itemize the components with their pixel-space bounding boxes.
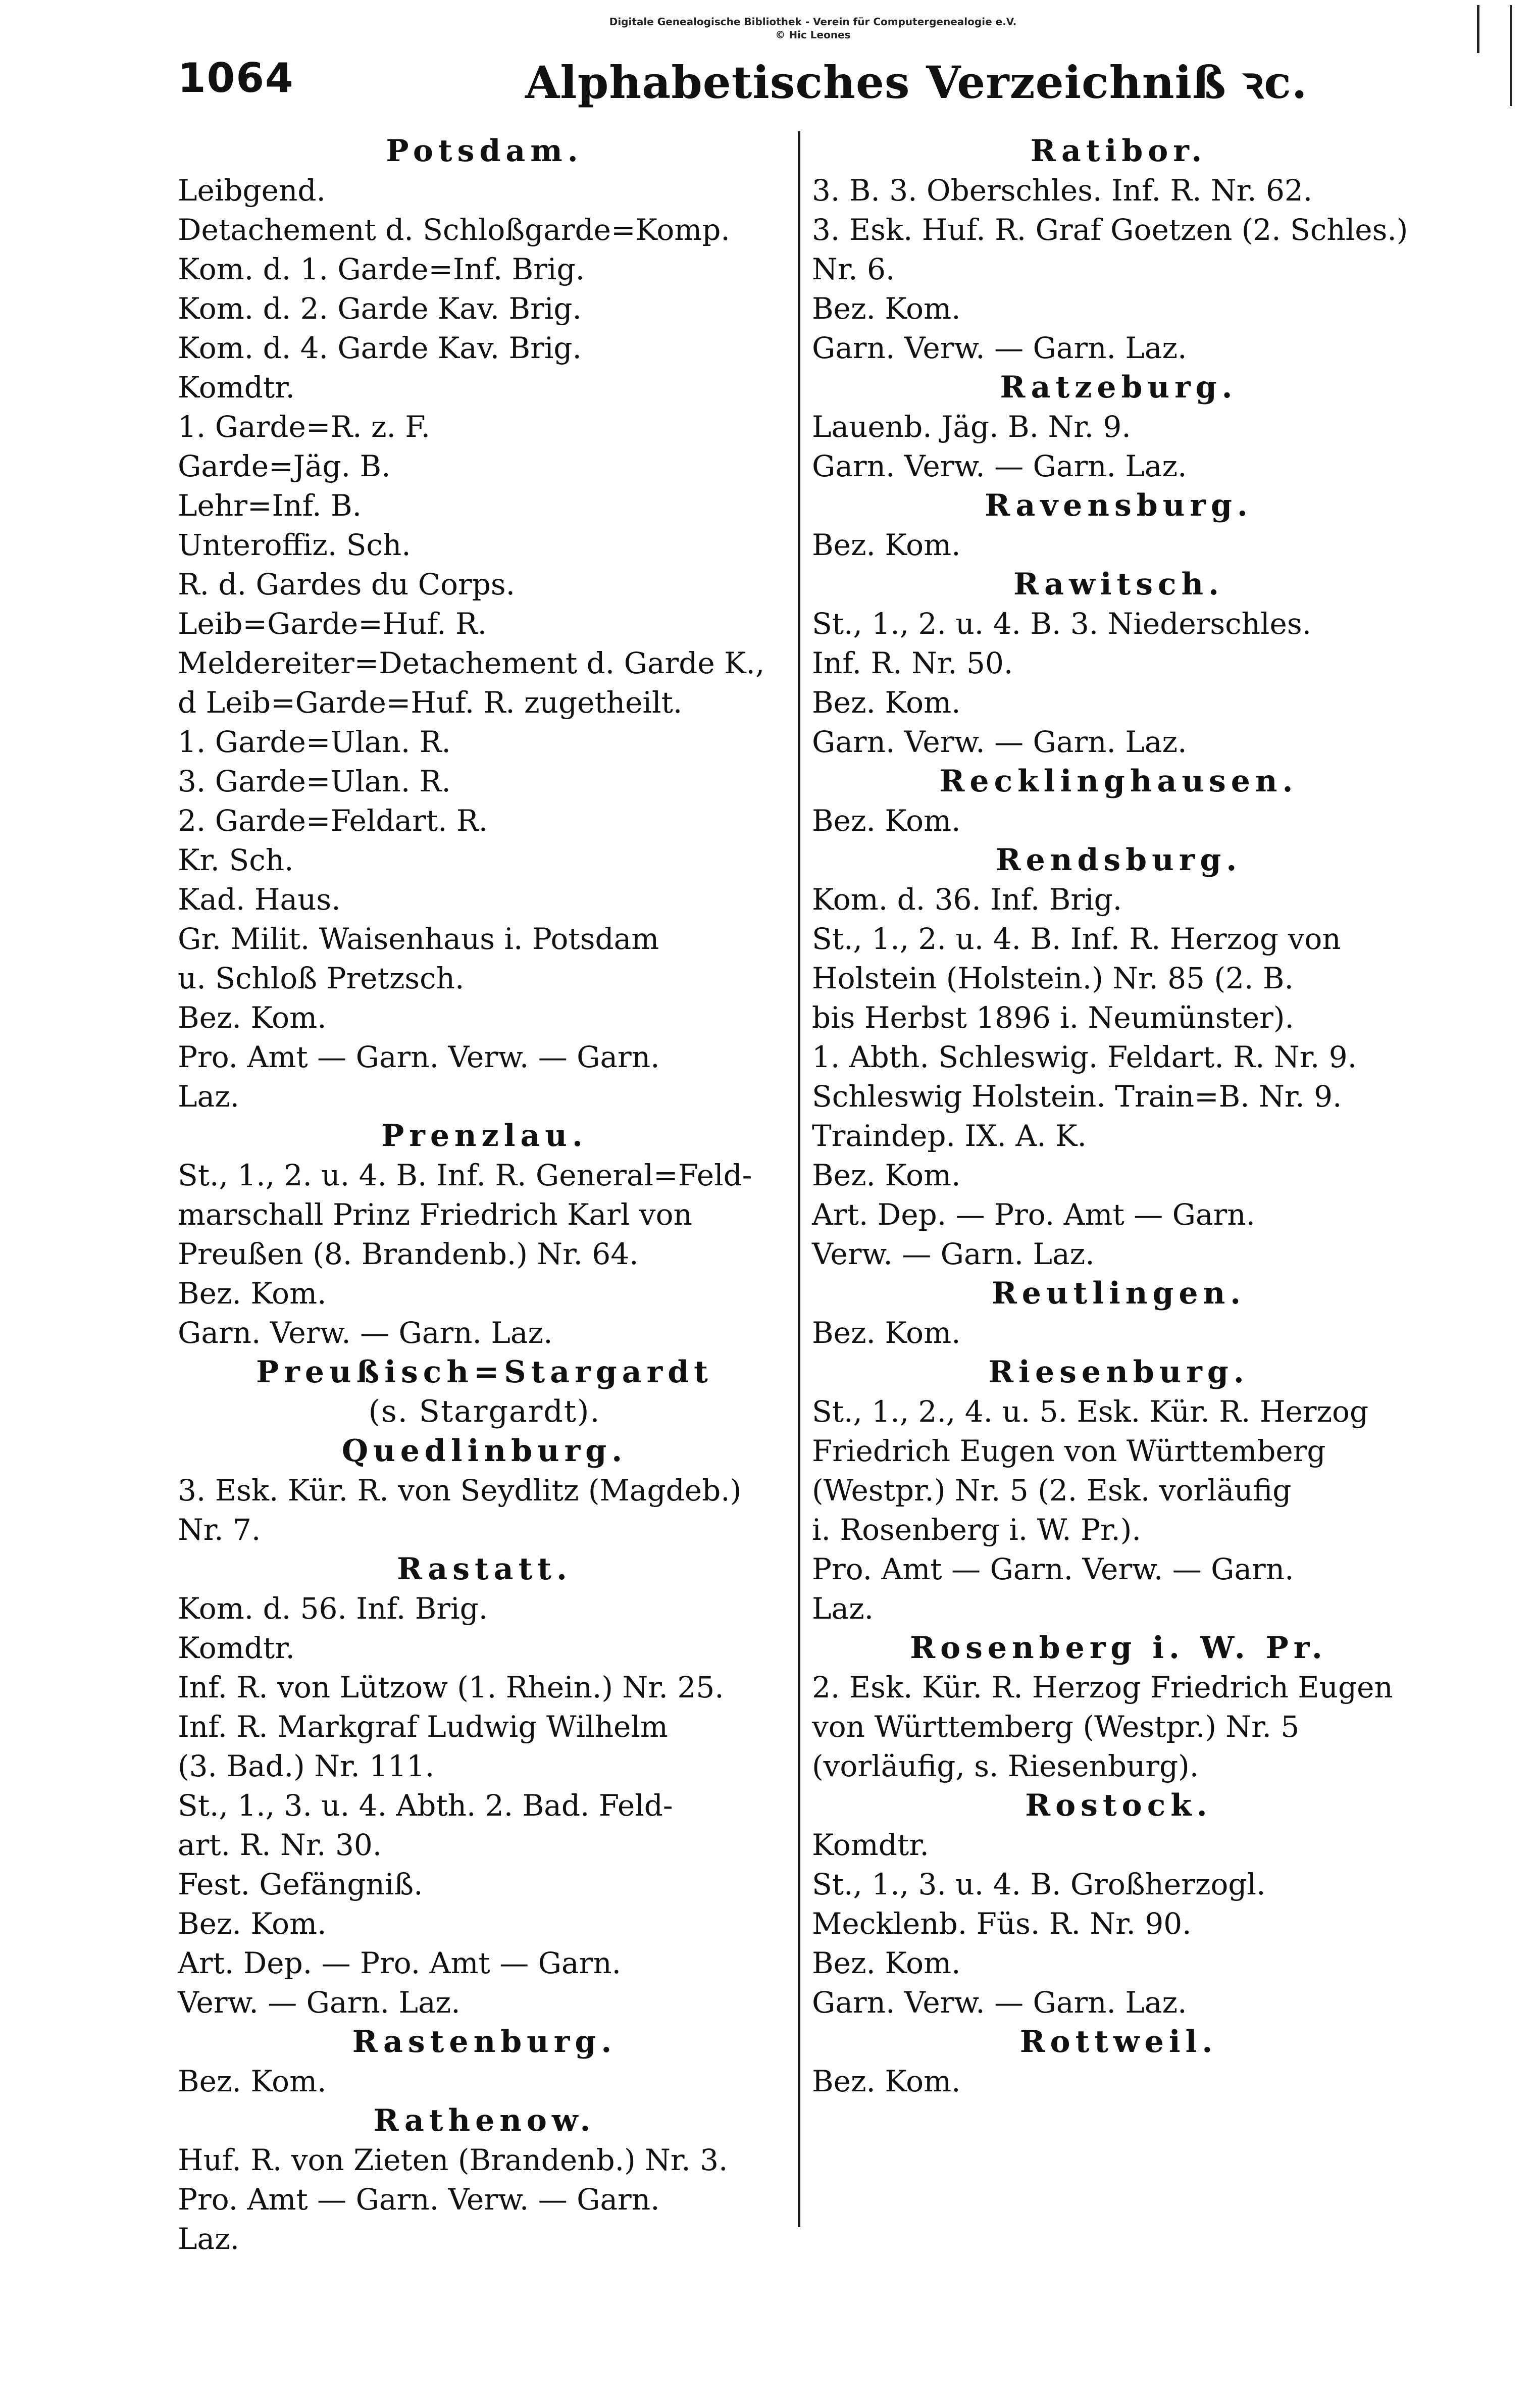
entry-line: Friedrich Eugen von Württemberg: [812, 1434, 1326, 1468]
directory-entry: [812, 289, 1425, 328]
entry-line: marschall Prinz Friedrich Karl von: [178, 1197, 692, 1232]
section-recklinghausen: [812, 762, 1425, 840]
entry-line: Bez. Kom.: [812, 804, 961, 838]
directory-entry: [178, 1904, 791, 1943]
scan-edge-mark: [1477, 5, 1479, 53]
entry-line: Detachement d. Schloßgarde=Komp.: [178, 213, 730, 247]
entry-line: Bez. Kom.: [178, 2064, 327, 2098]
section-title: Rastenburg.: [352, 2024, 617, 2060]
section-title: Ravensburg.: [985, 488, 1253, 523]
entry-line: u. Schloß Pretzsch.: [178, 961, 465, 995]
directory-entry: [812, 1865, 1425, 1943]
directory-entry: [178, 328, 791, 368]
directory-entry: [178, 722, 791, 762]
directory-entry: [178, 1156, 791, 1274]
entry-line: St., 1., 2. u. 4. B. Inf. R. Herzog von: [812, 922, 1341, 956]
directory-entry: [178, 368, 791, 407]
directory-entry: [812, 1943, 1425, 1983]
section-rosenberg-i-w-pr: [812, 1628, 1425, 1786]
entry-line: Bez. Kom.: [812, 2064, 961, 2098]
entry-line: Garn. Verw. — Garn. Laz.: [812, 1985, 1187, 2020]
directory-entry: [178, 840, 791, 880]
entry-line: (Westpr.) Nr. 5 (2. Esk. vorläufig: [812, 1473, 1292, 1508]
directory-entry: [178, 643, 791, 722]
section-rottweil: [812, 2022, 1425, 2101]
section-potsdam: [178, 131, 791, 1116]
entry-line: Leibgend.: [178, 173, 326, 208]
directory-entry: [178, 289, 791, 328]
directory-entry: [178, 1628, 791, 1668]
entry-line: Inf. R. Markgraf Ludwig Wilhelm: [178, 1710, 668, 1744]
entry-line: Laz.: [178, 2222, 240, 2256]
scan-edge-mark: [1510, 5, 1512, 106]
entry-line: Kr. Sch.: [178, 843, 294, 877]
entry-line: Holstein (Holstein.) Nr. 85 (2. B.: [812, 961, 1294, 995]
directory-entry: [178, 1313, 791, 1352]
entry-line: Unteroffiz. Sch.: [178, 528, 411, 562]
entry-line: Bez. Kom.: [812, 1946, 961, 1980]
directory-entry: [178, 446, 791, 486]
section-subtitle: (s. Stargardt).: [368, 1394, 601, 1429]
entry-line: Laz.: [812, 1591, 874, 1626]
entry-line: Verw. — Garn. Laz.: [812, 1237, 1095, 1271]
directory-entry: [812, 1668, 1425, 1786]
entry-line: 3. Esk. Kür. R. von Seydlitz (Magdeb.): [178, 1473, 742, 1508]
section-title: Potsdam.: [386, 133, 583, 169]
entry-line: Inf. R. Nr. 50.: [812, 646, 1013, 680]
directory-entry: [812, 407, 1425, 446]
directory-entry: [178, 2180, 791, 2259]
directory-entry: [812, 1116, 1425, 1156]
column-divider: [798, 131, 800, 2227]
directory-entry: [178, 1865, 791, 1904]
directory-entry: [178, 880, 791, 919]
directory-entry: [812, 1983, 1425, 2022]
entry-line: Garde=Jäg. B.: [178, 449, 391, 483]
directory-entry: [178, 486, 791, 525]
entry-line: Art. Dep. — Pro. Amt — Garn.: [812, 1197, 1256, 1232]
directory-entry: [178, 407, 791, 446]
left-column: [178, 131, 791, 2259]
entry-line: Schleswig Holstein. Train=B. Nr. 9.: [812, 1079, 1342, 1114]
directory-entry: [812, 171, 1425, 210]
directory-entry: [178, 1589, 791, 1628]
directory-entry: [812, 1313, 1425, 1352]
directory-entry: [812, 919, 1425, 1037]
directory-entry: [178, 762, 791, 801]
directory-entry: [178, 1274, 791, 1313]
entry-line: 1. Garde=R. z. F.: [178, 410, 431, 444]
entry-line: art. R. Nr. 30.: [178, 1828, 382, 1862]
directory-entry: [178, 919, 791, 998]
entry-line: Bez. Kom.: [812, 1316, 961, 1350]
entry-line: Garn. Verw. — Garn. Laz.: [178, 1316, 553, 1350]
entry-line: Bez. Kom.: [178, 1907, 327, 1941]
entry-line: Garn. Verw. — Garn. Laz.: [812, 449, 1187, 483]
entry-line: St., 1., 2., 4. u. 5. Esk. Kür. R. Herzog: [812, 1394, 1369, 1429]
section-ratzeburg: [812, 368, 1425, 486]
section-title: Reutlingen.: [991, 1276, 1246, 1311]
entry-line: 3. B. 3. Oberschles. Inf. R. Nr. 62.: [812, 173, 1313, 208]
entry-line: 2. Garde=Feldart. R.: [178, 804, 488, 838]
directory-entry: [812, 1156, 1425, 1195]
directory-entry: [178, 249, 791, 289]
entry-line: Leib=Garde=Huf. R.: [178, 607, 487, 641]
entry-line: Garn. Verw. — Garn. Laz.: [812, 725, 1187, 759]
entry-line: Meldereiter=Detachement d. Garde K.,: [178, 646, 765, 680]
entry-line: (3. Bad.) Nr. 111.: [178, 1749, 435, 1783]
section-title: Recklinghausen.: [939, 764, 1298, 799]
entry-line: von Württemberg (Westpr.) Nr. 5: [812, 1710, 1300, 1744]
directory-entry: [812, 446, 1425, 486]
section-reutlingen: [812, 1274, 1425, 1352]
section-title: Rendsburg.: [995, 842, 1242, 878]
directory-entry: [178, 1471, 791, 1549]
directory-entry: [812, 722, 1425, 762]
section-title: Rastatt.: [397, 1551, 572, 1587]
entry-line: Kad. Haus.: [178, 882, 341, 917]
right-column: [812, 131, 1425, 2101]
entry-line: Huf. R. von Zieten (Brandenb.) Nr. 3.: [178, 2143, 728, 2177]
entry-line: St., 1., 2. u. 4. B. 3. Niederschles.: [812, 607, 1312, 641]
directory-entry: [812, 525, 1425, 565]
digitization-watermark: [596, 15, 1030, 41]
directory-entry: [178, 525, 791, 565]
entry-line: bis Herbst 1896 i. Neumünster).: [812, 1000, 1294, 1035]
entry-line: 1. Abth. Schleswig. Feldart. R. Nr. 9.: [812, 1040, 1357, 1074]
section-ratibor: [812, 131, 1425, 368]
directory-entry: [178, 998, 791, 1037]
section-quedlinburg: [178, 1431, 791, 1549]
entry-line: Art. Dep. — Pro. Amt — Garn.: [178, 1946, 622, 1980]
entry-line: 1. Garde=Ulan. R.: [178, 725, 451, 759]
directory-entry: [178, 1943, 791, 2022]
watermark-line-2: © Hic Leones: [775, 29, 851, 41]
directory-entry: [812, 2062, 1425, 2101]
watermark-line-1: Digitale Genealogische Bibliothek - Verein für Computergenealogie e.V.: [609, 16, 1017, 28]
entry-line: Verw. — Garn. Laz.: [178, 1985, 460, 2020]
entry-line: d Leib=Garde=Huf. R. zugetheilt.: [178, 685, 683, 720]
section-preußisch-stargardt: [178, 1352, 791, 1431]
running-head-title: Alphabetisches Verzeichniß ꝛc.: [525, 56, 1308, 109]
entry-line: 3. Garde=Ulan. R.: [178, 764, 451, 798]
directory-entry: [812, 880, 1425, 919]
entry-line: St., 1., 3. u. 4. Abth. 2. Bad. Feld-: [178, 1788, 673, 1823]
entry-line: Bez. Kom.: [178, 1000, 327, 1035]
section-prenzlau: [178, 1116, 791, 1352]
section-title: Riesenburg.: [988, 1354, 1249, 1390]
directory-entry: [178, 1668, 791, 1707]
entry-line: Traindep. IX. A. K.: [812, 1119, 1087, 1153]
section-title: Preußisch=Stargardt: [256, 1354, 713, 1390]
page-number: 1064: [178, 55, 294, 102]
entry-line: Kom. d. 4. Garde Kav. Brig.: [178, 331, 582, 365]
entry-line: Kom. d. 2. Garde Kav. Brig.: [178, 291, 582, 326]
section-title: Rawitsch.: [1013, 567, 1224, 602]
directory-entry: [812, 1825, 1425, 1865]
entry-line: Kom. d. 1. Garde=Inf. Brig.: [178, 252, 585, 286]
section-title: Rottweil.: [1019, 2024, 1218, 2060]
entry-line: Inf. R. von Lützow (1. Rhein.) Nr. 25.: [178, 1670, 724, 1704]
directory-entry: [812, 604, 1425, 683]
directory-entry: [178, 2140, 791, 2180]
section-rostock: [812, 1786, 1425, 2022]
entry-line: Mecklenb. Füs. R. Nr. 90.: [812, 1907, 1192, 1941]
section-ravensburg: [812, 486, 1425, 565]
directory-entry: [812, 1037, 1425, 1077]
section-rendsburg: [812, 840, 1425, 1274]
entry-line: R. d. Gardes du Corps.: [178, 567, 516, 601]
section-rathenow: [178, 2101, 791, 2259]
entry-line: Preußen (8. Brandenb.) Nr. 64.: [178, 1237, 639, 1271]
directory-entry: [178, 210, 791, 249]
directory-entry: [178, 801, 791, 840]
entry-line: Komdtr.: [178, 1631, 295, 1665]
section-rastatt: [178, 1549, 791, 2022]
directory-entry: [178, 1037, 791, 1116]
directory-entry: [178, 1707, 791, 1786]
entry-line: Bez. Kom.: [178, 1276, 327, 1311]
entry-line: St., 1., 2. u. 4. B. Inf. R. General=Feld-: [178, 1158, 752, 1192]
entry-line: Laz.: [178, 1079, 240, 1114]
entry-line: i. Rosenberg i. W. Pr.).: [812, 1513, 1141, 1547]
entry-line: Pro. Amt — Garn. Verw. — Garn.: [812, 1552, 1294, 1586]
entry-line: Bez. Kom.: [812, 291, 961, 326]
entry-line: 3. Esk. Huf. R. Graf Goetzen (2. Schles.): [812, 213, 1408, 247]
section-title: Rostock.: [1025, 1788, 1212, 1823]
directory-entry: [812, 328, 1425, 368]
entry-line: Fest. Gefängniß.: [178, 1867, 423, 1901]
directory-entry: [812, 1195, 1425, 1274]
section-title: Rathenow.: [373, 2103, 596, 2138]
entry-line: Pro. Amt — Garn. Verw. — Garn.: [178, 1040, 660, 1074]
entry-line: Kom. d. 36. Inf. Brig.: [812, 882, 1122, 917]
directory-entry: [178, 171, 791, 210]
section-title: Ratzeburg.: [1000, 370, 1238, 405]
section-title: Ratibor.: [1030, 133, 1207, 169]
section-rastenburg: [178, 2022, 791, 2101]
directory-entry: [812, 683, 1425, 722]
section-rawitsch: [812, 565, 1425, 762]
entry-line: Bez. Kom.: [812, 528, 961, 562]
entry-line: Komdtr.: [812, 1828, 929, 1862]
section-title: Quedlinburg.: [341, 1433, 628, 1469]
entry-line: Nr. 7.: [178, 1513, 261, 1547]
entry-line: Nr. 6.: [812, 252, 895, 286]
entry-line: Garn. Verw. — Garn. Laz.: [812, 331, 1187, 365]
entry-line: Lauenb. Jäg. B. Nr. 9.: [812, 410, 1131, 444]
entry-line: Lehr=Inf. B.: [178, 488, 362, 523]
directory-entry: [178, 604, 791, 643]
section-title: Rosenberg i. W. Pr.: [910, 1630, 1327, 1666]
entry-line: Bez. Kom.: [812, 1158, 961, 1192]
entry-line: Pro. Amt — Garn. Verw. — Garn.: [178, 2182, 660, 2217]
directory-entry: [178, 1786, 791, 1865]
entry-line: Bez. Kom.: [812, 685, 961, 720]
entry-line: Gr. Milit. Waisenhaus i. Potsdam: [178, 922, 659, 956]
directory-entry: [812, 1077, 1425, 1116]
directory-entry: [812, 1392, 1425, 1549]
directory-entry: [812, 801, 1425, 840]
directory-entry: [812, 1549, 1425, 1628]
section-title: Prenzlau.: [381, 1118, 588, 1153]
directory-entry: [812, 210, 1425, 289]
section-riesenburg: [812, 1352, 1425, 1628]
entry-line: Kom. d. 56. Inf. Brig.: [178, 1591, 488, 1626]
entry-line: (vorläufig, s. Riesenburg).: [812, 1749, 1199, 1783]
entry-line: St., 1., 3. u. 4. B. Großherzogl.: [812, 1867, 1266, 1901]
directory-entry: [178, 2062, 791, 2101]
directory-entry: [178, 565, 791, 604]
entry-line: 2. Esk. Kür. R. Herzog Friedrich Eugen: [812, 1670, 1393, 1704]
entry-line: Komdtr.: [178, 370, 295, 405]
